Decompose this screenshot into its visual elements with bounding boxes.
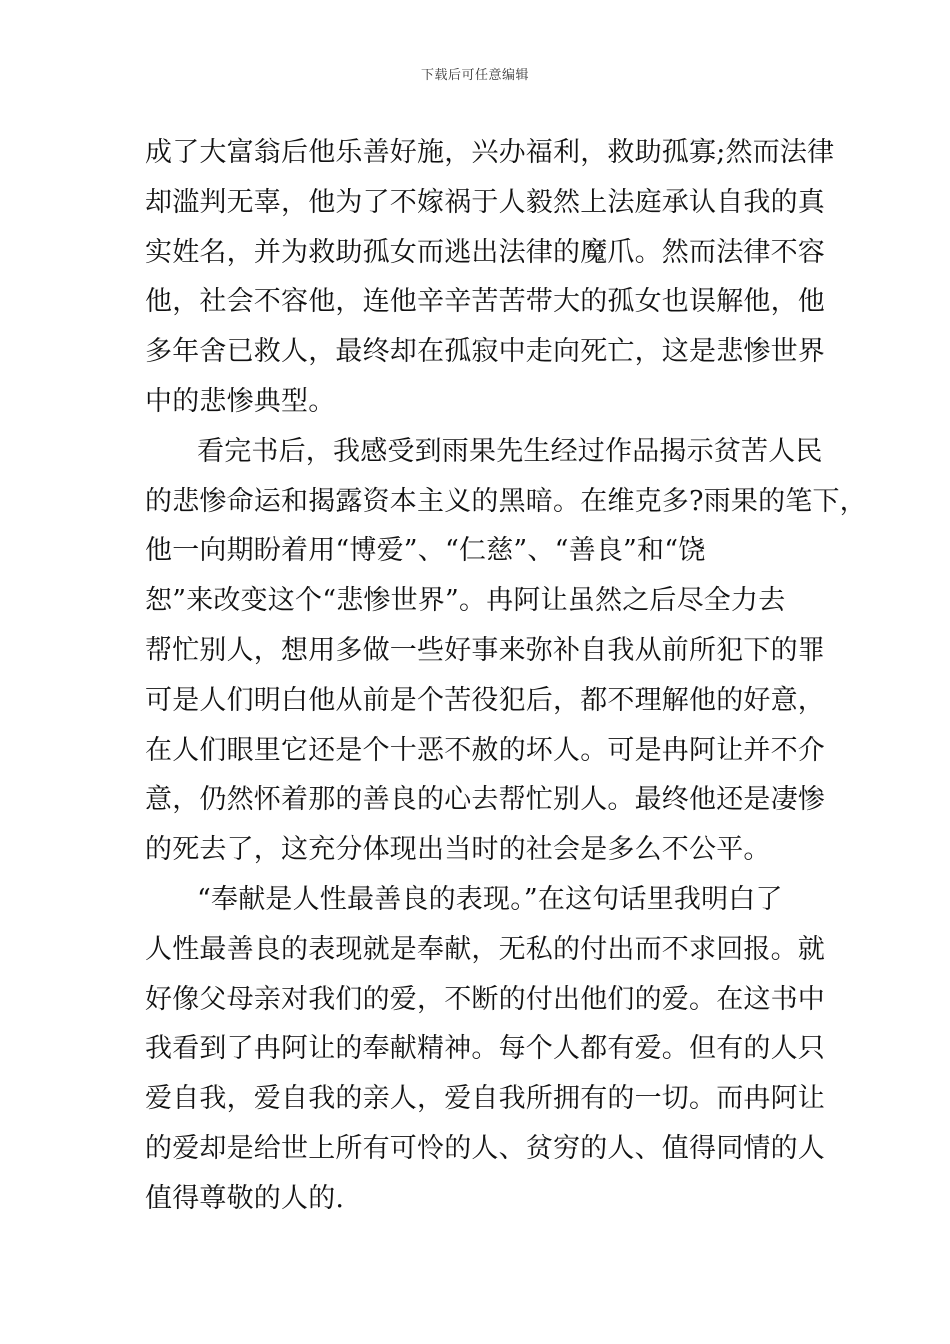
text-line: 的爱却是给世上所有可怜的人、贫穷的人、值得同情的人 — [145, 1132, 825, 1164]
text-line: 多年舍已救人，最终却在孤寂中走向死亡，这是悲惨世界 — [145, 336, 825, 368]
text-line: 却滥判无辜，他为了不嫁祸于人毅然上法庭承认自我的真 — [145, 186, 825, 218]
text-line: 值得尊敬的人的. — [145, 1182, 345, 1214]
paragraph-start-line: 看完书后，我感受到雨果先生经过作品揭示贫苦人民 — [197, 435, 823, 467]
text-line: 可是人们明白他从前是个苦役犯后，都不理解他的好意， — [145, 684, 825, 716]
text-line: 的悲惨命运和揭露资本主义的黑暗。在维克多?雨果的笔下， — [145, 485, 867, 517]
text-line: 在人们眼里它还是个十恶不赦的坏人。可是冉阿让并不介 — [145, 734, 825, 766]
text-line: 中的悲惨典型。 — [145, 385, 336, 417]
document-body — [145, 128, 867, 1224]
text-line: 人性最善良的表现就是奉献，无私的付出而不求回报。就 — [145, 933, 825, 965]
text-line: 爱自我，爱自我的亲人，爱自我所拥有的一切。而冉阿让 — [145, 1083, 825, 1115]
text-line: 他一向期盼着用“博爱”、“仁慈”、“善良”和“饶 — [145, 535, 706, 567]
text-line: 恕”来改变这个“悲惨世界”。冉阿让虽然之后尽全力去 — [145, 585, 786, 617]
text-line: 的死去了，这充分体现出当时的社会是多么不公平。 — [145, 834, 771, 866]
page-header: 下载后可任意编辑 — [420, 68, 529, 83]
text-line: 我看到了冉阿让的奉献精神。每个人都有爱。但有的人只 — [145, 1033, 825, 1065]
text-line: 成了大富翁后他乐善好施，兴办福利，救助孤寡;然而法律 — [145, 137, 835, 168]
text-line: 帮忙别人，想用多做一些好事来弥补自我从前所犯下的罪 — [145, 634, 825, 666]
text-line: 实姓名，并为救助孤女而逃出法律的魔爪。然而法律不容 — [145, 236, 825, 268]
text-line: 他，社会不容他，连他辛辛苦苦带大的孤女也误解他，他 — [145, 286, 825, 318]
paragraph-start-line: “奉献是人性最善良的表现。”在这句话里我明白了 — [197, 883, 783, 915]
text-line: 好像父母亲对我们的爱，不断的付出他们的爱。在这书中 — [145, 983, 825, 1015]
text-line: 意，仍然怀着那的善良的心去帮忙别人。最终他还是凄惨 — [145, 784, 825, 816]
